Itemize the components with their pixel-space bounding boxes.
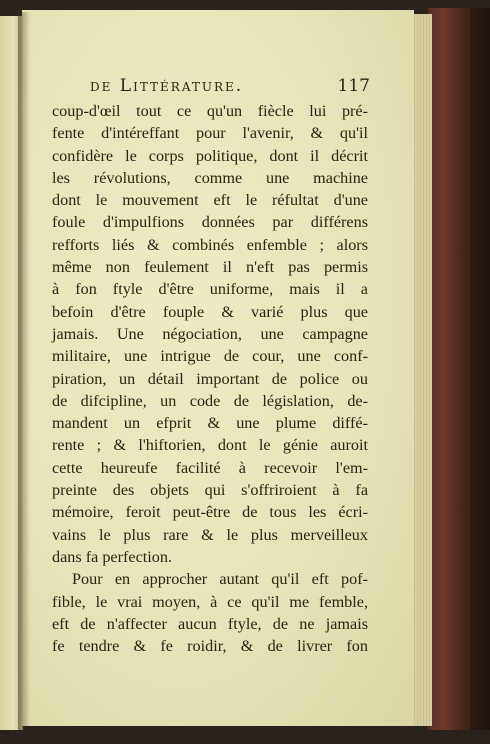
text-line: eft de n'affecter aucun ftyle, de ne jamais (52, 614, 368, 633)
text-line: cette heureufe facilité à recevoir l'em- (52, 458, 368, 477)
text-line: Pour en approcher autant qu'il eft pof- (72, 570, 368, 589)
text-line: rente ; & l'hiftorien, dont le génie auroit (52, 436, 368, 455)
running-header (90, 76, 370, 100)
text-line: coup-d'œil tout ce qu'un fiècle lui pré- (52, 102, 368, 120)
text-line: befoin d'être fouple & varié plus que (52, 302, 368, 321)
text-line: jamais. Une négociation, une campagne (52, 324, 368, 343)
text-line: foule d'impulfions données par différens (52, 213, 368, 232)
text-line: les révolutions, comme une machine (52, 168, 368, 187)
text-line: confidère le corps politique, dont il décrit (52, 146, 368, 165)
text-line: militaire, une intrigue de cour, une conf- (52, 347, 368, 366)
page-number: 117 (337, 76, 370, 96)
text-line: piration, un détail important de police ou (52, 369, 368, 388)
text-line: mémoire, feroit peut-être de tous les écri- (52, 503, 368, 522)
text-line: de difcipline, un code de législation, de- (52, 391, 368, 410)
running-title: de Littérature. (90, 76, 244, 96)
text-line: dans fa perfection. (52, 547, 172, 566)
text-line: fente d'intéreffant pour l'avenir, & qu'il (52, 124, 368, 143)
text-line: refforts liés & combinés enfemble ; alors (52, 235, 368, 254)
text-line: à fon ftyle d'être uniforme, mais il a (52, 280, 368, 299)
page-body (52, 100, 368, 655)
text-line: vains le plus rare & le plus merveilleux (52, 525, 368, 544)
cover-shadow (470, 8, 490, 730)
text-line: dont le mouvement eft le réfultat d'une (52, 191, 368, 210)
gutter-shadow (18, 12, 30, 730)
text-line: preinte des objets qui s'offriroient à fa (52, 481, 368, 500)
text-line: fe tendre & fe roidir, & de livrer fon (52, 637, 368, 656)
text-line: fible, le vrai moyen, à ce qu'il me femble, (52, 592, 368, 611)
page-edges (412, 14, 432, 726)
paragraph-1 (52, 100, 368, 568)
text-line: même non feulement il n'eft pas permis (52, 258, 368, 277)
text-line: mandent un efprit & une plume diffé- (52, 414, 368, 433)
paragraph-2 (52, 568, 368, 655)
